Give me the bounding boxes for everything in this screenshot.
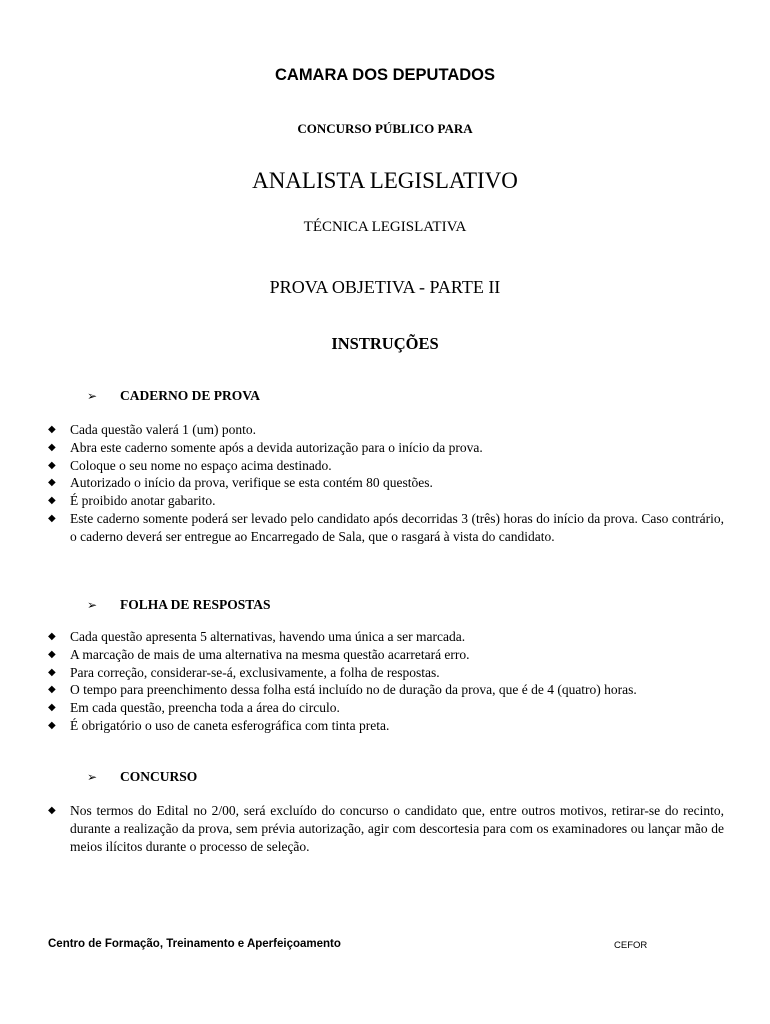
section-title: CADERNO DE PROVA bbox=[120, 388, 261, 403]
diamond-bullet-icon: ◆ bbox=[48, 512, 56, 524]
arrow-icon: ➢ bbox=[87, 389, 98, 403]
institution-title: CAMARA DOS DEPUTADOS bbox=[274, 66, 495, 84]
diamond-bullet-icon: ◆ bbox=[48, 459, 56, 471]
list-item: ◆ É obrigatório o uso de caneta esferográfica com tinta preta. bbox=[48, 717, 390, 733]
folha-list bbox=[48, 628, 724, 735]
caderno-list bbox=[48, 421, 724, 546]
list-item: ◆ Para correção, considerar-se-á, exclusivamente, a folha de respostas. bbox=[48, 664, 440, 680]
diamond-bullet-icon: ◆ bbox=[48, 719, 56, 731]
diamond-bullet-icon: ◆ bbox=[48, 441, 56, 453]
list-item: ◆ Coloque o seu nome no espaço acima destinado. bbox=[48, 457, 332, 473]
list-item: ◆ Nos termos do Edital no 2/00, será excluído do concurso o candidato que, entre outros motivos, retirar-se do recinto, durante a realização da prova, sem prévia autorização, agir com descortesia para com os examinadores ou lançar mão de meios ilícitos durante o processo de seleção. bbox=[48, 803, 724, 854]
instructions-heading: INSTRUÇÕES bbox=[331, 334, 439, 353]
diamond-bullet-icon: ◆ bbox=[48, 648, 56, 660]
section-title: CONCURSO bbox=[120, 769, 198, 784]
diamond-bullet-icon: ◆ bbox=[48, 631, 56, 642]
list-item: ◆ Cada questão valerá 1 (um) ponto. bbox=[48, 422, 256, 437]
list-item: ◆ Em cada questão, preencha toda a área do circulo. bbox=[48, 700, 340, 716]
list-item: ◆ É proibido anotar gabarito. bbox=[48, 493, 216, 509]
list-item: ◆ Autorizado o início da prova, verifique se esta contém 80 questões. bbox=[48, 475, 433, 491]
list-item: ◆ Este caderno somente poderá ser levado pelo candidato após decorridas 3 (três) horas do início da prova. Caso contrário, o caderno deverá ser entregue ao Encarregado de Sala, que o rasgará à vista do candidato. bbox=[48, 510, 724, 544]
diamond-bullet-icon: ◆ bbox=[48, 424, 56, 435]
footer-acronym: CEFOR bbox=[614, 940, 648, 951]
arrow-icon: ➢ bbox=[87, 598, 98, 612]
exam-part-title: PROVA OBJETIVA - PARTE II bbox=[269, 277, 501, 297]
diamond-bullet-icon: ◆ bbox=[48, 702, 56, 714]
diamond-bullet-icon: ◆ bbox=[48, 477, 56, 489]
arrow-icon: ➢ bbox=[87, 770, 98, 784]
section-title: FOLHA DE RESPOSTAS bbox=[120, 597, 271, 612]
list-item: ◆ Cada questão apresenta 5 alternativas, havendo uma única a ser marcada. bbox=[48, 629, 466, 644]
section-heading-caderno bbox=[87, 388, 260, 404]
diamond-bullet-icon: ◆ bbox=[48, 495, 56, 507]
section-heading-concurso bbox=[87, 769, 197, 785]
diamond-bullet-icon: ◆ bbox=[48, 684, 56, 696]
exam-subtitle: CONCURSO PÚBLICO PARA bbox=[297, 121, 473, 136]
area-title: TÉCNICA LEGISLATIVA bbox=[303, 219, 467, 235]
concurso-list bbox=[48, 802, 724, 855]
diamond-bullet-icon: ◆ bbox=[48, 805, 56, 816]
diamond-bullet-icon: ◆ bbox=[48, 666, 56, 678]
section-heading-folha bbox=[87, 597, 271, 613]
list-item: ◆ O tempo para preenchimento dessa folha está incluído no de duração da prova, que é de 4 (quatro) horas. bbox=[48, 682, 637, 698]
footer-institution: Centro de Formação, Treinamento e Aperfeiçoamento bbox=[48, 938, 341, 950]
list-item: ◆ A marcação de mais de uma alternativa na mesma questão acarretará erro. bbox=[48, 646, 470, 662]
position-title: ANALISTA LEGISLATIVO bbox=[252, 168, 518, 193]
list-item: ◆ Abra este caderno somente após a devida autorização para o início da prova. bbox=[48, 439, 483, 455]
